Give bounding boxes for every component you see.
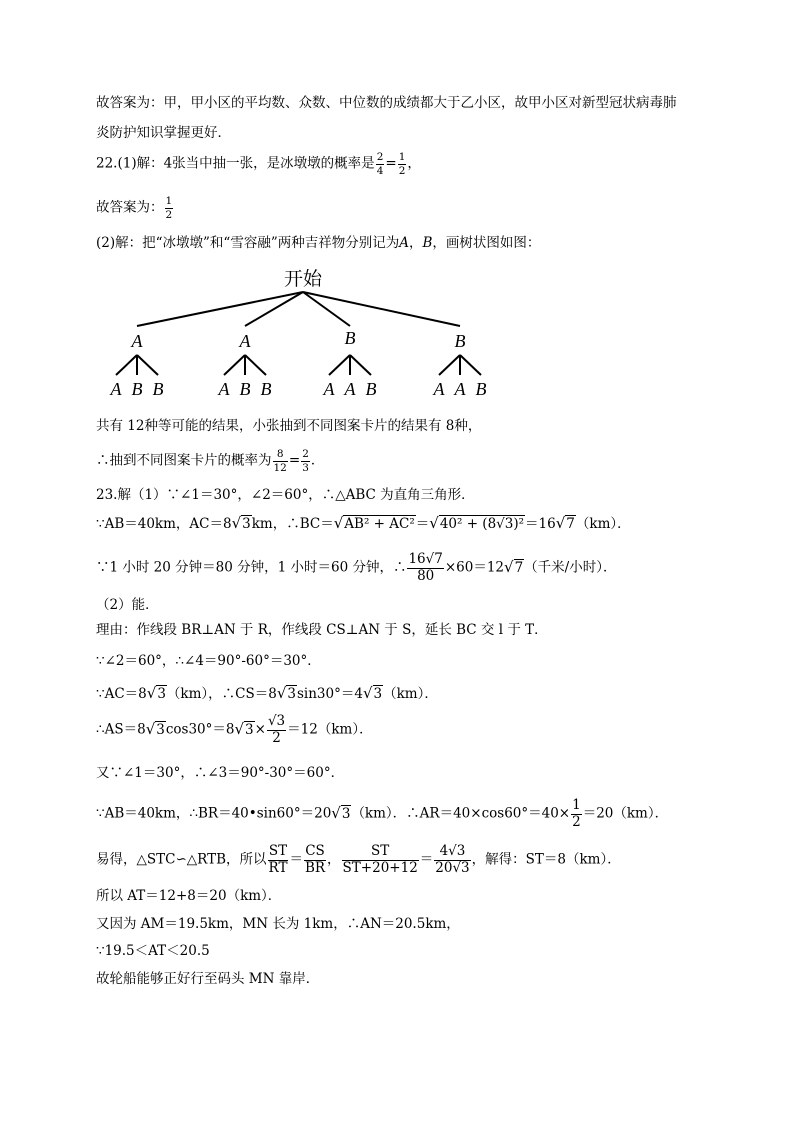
p22-q1	[96, 152, 421, 176]
text: ×	[254, 721, 266, 738]
tree-branch	[245, 355, 266, 375]
var-b: B	[422, 235, 433, 251]
text: ×60＝12	[444, 559, 505, 576]
tree-level2-label: A	[323, 379, 335, 399]
p23-l1: 23.解（1）∵∠1＝30°，∠2＝60°，∴△ABC 为直角三角形．	[96, 487, 475, 503]
sqrt3: √3	[276, 684, 296, 702]
prob-fraction-a: $\frac{8}{12}$	[273, 448, 287, 474]
var-a: A	[399, 235, 409, 251]
p23-l5: 理由：作线段 BR⊥AN 于 R，作线段 CS⊥AN 于 S，延长 BC 交 l 于 T．	[96, 622, 548, 638]
p22-result: 共有 12种等可能的结果，小张抽到不同图案卡片的结果有 8种，	[96, 418, 482, 434]
p23-l9: 又∵∠1＝30°，∴∠3＝90°-30°＝60°．	[96, 765, 345, 781]
text: ∵AC＝8	[96, 686, 147, 702]
p21-line2: 炎防护知识掌握更好．	[96, 125, 231, 141]
half-fraction: $\frac{1}{2}$	[572, 797, 581, 830]
p23-l4: （2）能．	[96, 597, 159, 613]
tree-diagram	[0, 262, 794, 402]
p23-l7	[96, 686, 438, 702]
text: （km）．∴AR＝40×cos60°＝40×	[351, 805, 571, 822]
tree-level1-label: A	[131, 331, 143, 351]
text: ＝	[419, 851, 434, 868]
text: ∴AS＝8	[96, 721, 146, 738]
p22-answer	[96, 196, 174, 220]
tree-level2-label: B	[239, 379, 251, 399]
equals-sign: =	[385, 155, 397, 172]
p22-q1-fraction-b: $\frac{1}{2}$	[398, 151, 406, 177]
p22-q1-text: 22.(1)解：4张当中抽一张，是冰墩墩的概率是	[96, 155, 375, 172]
sqrt7: √7	[504, 557, 524, 576]
p23-l3	[96, 553, 616, 583]
text: ∵AB＝40km，∴BR＝40•sin60°＝20	[96, 805, 332, 822]
tree-level1-label: B	[454, 331, 466, 351]
text: 易得，△STC∽△RTB，所以	[96, 851, 267, 868]
tree-level2-label: A	[110, 379, 122, 399]
speed-fraction: $\frac{16√7}{80}$	[408, 551, 443, 584]
tree-branch	[439, 355, 460, 375]
text: ＝	[415, 516, 430, 532]
p22-q2	[96, 237, 540, 251]
p23-l11	[96, 845, 621, 875]
text: ，解得：ST＝8（km）．	[471, 851, 621, 868]
text: ，	[327, 851, 341, 868]
sqrt-expr-1: √AB² + AC²	[333, 514, 415, 532]
tree-level2-label: B	[131, 379, 143, 399]
p22-q2-end: ，画树状图如图：	[432, 235, 541, 251]
tree-level2-label: A	[454, 379, 466, 399]
sqrt3: √3	[362, 684, 383, 702]
sqrt-expr-2: √40² + (8√3)²	[429, 514, 525, 532]
tree-level2-label: A	[433, 379, 445, 399]
text: （km）．	[575, 516, 631, 532]
text: （km）．	[383, 686, 438, 702]
p23-l15: 故轮船能够正好行至码头 MN 靠岸．	[96, 971, 320, 987]
p21-line1: 故答案为：甲，甲小区的平均数、众数、中位数的成绩都大于乙小区，故甲小区对新型冠状病毒肺	[96, 95, 677, 111]
ratio-fraction-2: $\frac{CS}{BR}$	[304, 843, 326, 876]
text: ＝	[289, 851, 303, 868]
tree-level2-label: B	[260, 379, 272, 399]
sqrt3: √3	[145, 719, 165, 738]
sqrt3: √3	[231, 514, 251, 532]
text: ∵AB＝40km，AC＝8	[96, 516, 232, 532]
sqrt3: √3	[146, 684, 166, 702]
punct: ，	[407, 155, 421, 172]
answer-label: 故答案为：	[96, 199, 164, 216]
tree-branch	[350, 355, 371, 375]
tree-level2-label: B	[152, 379, 164, 399]
text: ∵1 小时 20 分钟＝80 分钟，1 小时＝60 分钟，∴	[96, 559, 407, 576]
text: ＝16	[525, 516, 556, 532]
tree-level2-label: A	[344, 379, 356, 399]
text: ＝20（km）．	[582, 805, 669, 822]
tree-level2-label: A	[218, 379, 230, 399]
tree-level1-label: A	[239, 331, 251, 351]
p23-l6: ∵∠2＝60°，∴∠4＝90°-60°＝30°．	[96, 653, 321, 669]
tree-branch	[329, 355, 350, 375]
text: sin30°＝4	[296, 686, 363, 702]
p23-l14: ∵19.5＜AT＜20.5	[96, 943, 210, 959]
cos-fraction: $\frac{√3}{2}$	[267, 713, 286, 746]
text: cos30°＝8	[165, 721, 235, 738]
p23-l2	[96, 516, 631, 532]
text: （千米/小时）．	[524, 559, 617, 576]
tree-branch	[460, 355, 481, 375]
text: km，∴BC＝	[251, 516, 334, 532]
punct: ，	[408, 235, 423, 251]
tree-root-label: 开始	[283, 269, 323, 290]
p22-probability	[96, 449, 324, 473]
text: ＝12（km）．	[287, 721, 373, 738]
text: （km），∴CS＝8	[166, 686, 277, 702]
tree-level1-label: B	[344, 328, 356, 348]
p23-l10	[96, 799, 668, 829]
tree-level2-label: B	[475, 379, 487, 399]
tree-branch	[137, 292, 303, 326]
tree-branch	[224, 355, 245, 375]
prob-text: ∴抽到不同图案卡片的概率为	[96, 452, 272, 469]
tree-branch	[137, 355, 158, 375]
p23-l8	[96, 715, 373, 745]
prob-fraction-b: $\frac{2}{3}$	[302, 448, 309, 474]
tree-branch	[116, 355, 137, 375]
sqrt3: √3	[234, 719, 254, 738]
punct: ．	[310, 452, 325, 469]
sqrt3: √3	[331, 803, 351, 822]
sqrt7: √7	[555, 514, 575, 532]
ratio-fraction-4: $\frac{4√3}{20√3}$	[435, 843, 470, 876]
equals-sign: =	[288, 452, 301, 469]
p23-l12: 所以 AT＝12+8＝20（km）．	[96, 888, 282, 904]
ratio-fraction-3: $\frac{ST}{ST+20+12}$	[342, 843, 418, 876]
tree-level2-label: B	[365, 379, 377, 399]
p22-q1-fraction-a: $\frac{2}{4}$	[376, 151, 384, 177]
ratio-fraction-1: $\frac{ST}{RT}$	[268, 843, 288, 876]
answer-fraction: $\frac{1}{2}$	[165, 195, 173, 221]
p23-l13: 又因为 AM＝19.5km，MN 长为 1km，∴AN＝20.5km，	[96, 916, 460, 932]
p22-q2-text: (2)解：把“冰墩墩”和“雪容融”两种吉祥物分别记为	[96, 235, 400, 251]
